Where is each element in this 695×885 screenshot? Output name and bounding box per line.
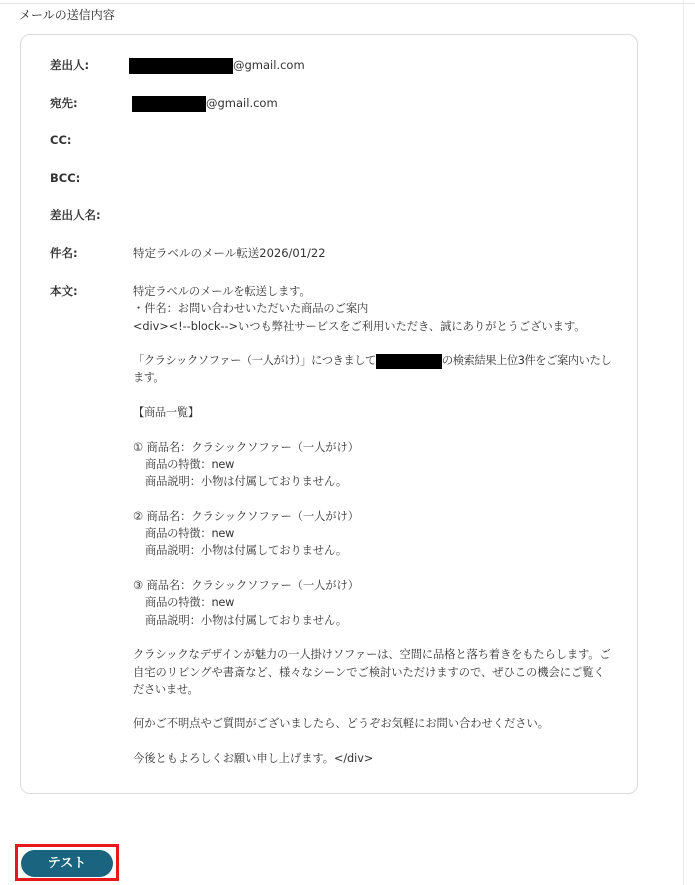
right-divider <box>683 0 684 885</box>
body-line: 特定ラベルのメールを転送します。 <box>133 285 311 298</box>
to-label: 宛先: <box>50 96 78 110</box>
product-2-description: 商品説明：小物は付属しておりません。 <box>145 544 348 558</box>
section-title: メールの送信内容 <box>19 8 115 22</box>
product-1-description: 商品説明：小物は付属しておりません。 <box>145 475 348 489</box>
body-line: 【商品一覧】 <box>133 406 199 420</box>
redacted-block <box>129 58 233 74</box>
body-line: ます。 <box>133 371 164 385</box>
redacted-block <box>132 96 206 112</box>
to-domain: @gmail.com <box>206 96 278 110</box>
body-line: クラシックなデザインが魅力の一人掛けソファーは、空間に品格と落ち着きをもたらします。ご <box>133 648 611 662</box>
body-line-part: の検索結果上位3件をご案内いたし <box>441 354 612 368</box>
cc-label: CC: <box>50 133 72 147</box>
body-line <box>133 352 613 369</box>
body-label: 本文: <box>50 284 78 298</box>
product-3-description: 商品説明：小物は付属しておりません。 <box>145 613 348 627</box>
body-line-part: 「クラシックソファー（一人がけ）」につきまして <box>133 354 376 368</box>
redacted-block <box>376 354 442 369</box>
top-divider <box>0 3 695 4</box>
from-value <box>129 56 305 74</box>
test-button[interactable]: テスト <box>21 850 113 877</box>
product-3-feature: 商品の特徴：new <box>145 596 235 610</box>
body-line: 何かご不明点やご質問がございましたら、どうぞお気軽にお問い合わせください。 <box>133 717 549 731</box>
subject-value: 特定ラベルのメール転送2026/01/22 <box>133 246 326 260</box>
body-line: 今後ともよろしくお願い申し上げます。</div> <box>133 752 374 766</box>
subject-label: 件名: <box>50 246 78 260</box>
body-line: 自宅のリビングや書斎など、様々なシーンでご検討いただけますので、ぜひこの機会にご覧く <box>133 665 605 679</box>
bcc-label: BCC: <box>50 171 81 185</box>
product-2-feature: 商品の特徴：new <box>145 527 235 541</box>
body-line: <div><!--block-->いつも弊社サービスをご利用いただき、誠にありがとうございます。 <box>133 319 586 333</box>
product-3-name: ③ 商品名：クラシックソファー（一人がけ） <box>133 579 359 593</box>
email-body <box>133 283 613 767</box>
body-line: ださいませ。 <box>133 682 199 696</box>
to-value <box>132 94 278 112</box>
product-2-name: ② 商品名：クラシックソファー（一人がけ） <box>133 509 359 523</box>
sender-name-label: 差出人名: <box>50 208 101 222</box>
product-1-name: ① 商品名：クラシックソファー（一人がけ） <box>133 440 359 454</box>
from-domain: @gmail.com <box>233 58 305 72</box>
product-1-feature: 商品の特徴：new <box>145 457 235 471</box>
from-label: 差出人: <box>50 58 90 72</box>
body-line: ・件名：お問い合わせいただいた商品のご案内 <box>133 302 369 316</box>
